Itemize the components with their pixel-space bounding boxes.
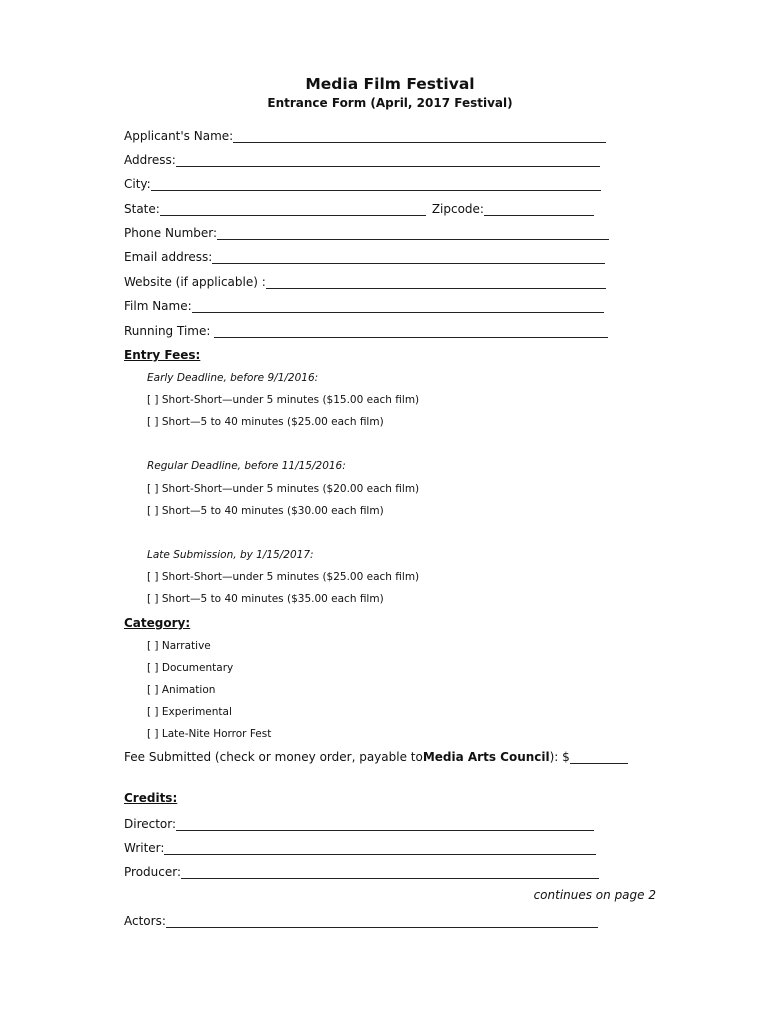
website-label: Website (if applicable) : <box>124 275 266 289</box>
producer-row <box>124 863 599 879</box>
email-field[interactable] <box>212 251 605 264</box>
address-label: Address: <box>124 153 176 167</box>
category-heading: Category: <box>124 616 191 630</box>
film-name-row <box>124 297 604 313</box>
address-row <box>124 151 600 167</box>
late-submission-label: Late Submission, by 1/15/2017: <box>147 549 314 561</box>
city-row <box>124 175 601 191</box>
regular-short-option[interactable]: [ ] Short—5 to 40 minutes ($30.00 each film) <box>147 505 384 517</box>
regular-deadline-label: Regular Deadline, before 11/15/2016: <box>147 460 346 472</box>
actors-field[interactable] <box>166 915 598 928</box>
zipcode-label: Zipcode: <box>431 202 484 216</box>
entry-fees-heading: Entry Fees: <box>124 348 201 362</box>
late-short-option[interactable]: [ ] Short—5 to 40 minutes ($35.00 each film) <box>147 593 384 605</box>
fee-payee: Media Arts Council <box>422 750 550 764</box>
continues-note: continues on page 2 <box>533 888 656 902</box>
fee-submitted-prefix: Fee Submitted (check or money order, payable to <box>124 750 423 764</box>
director-label: Director: <box>124 817 177 831</box>
category-narrative-option[interactable]: [ ] Narrative <box>147 640 211 652</box>
writer-label: Writer: <box>124 841 165 855</box>
producer-field[interactable] <box>181 866 599 879</box>
running-time-row <box>124 322 608 338</box>
category-animation-option[interactable]: [ ] Animation <box>147 684 216 696</box>
address-field[interactable] <box>176 154 600 167</box>
regular-short-short-option[interactable]: [ ] Short-Short—under 5 minutes ($20.00 each film) <box>147 483 420 495</box>
credits-heading: Credits: <box>124 791 178 805</box>
actors-label: Actors: <box>124 914 166 928</box>
email-label: Email address: <box>124 250 213 264</box>
early-deadline-label: Early Deadline, before 9/1/2016: <box>147 372 319 384</box>
early-short-short-option[interactable]: [ ] Short-Short—under 5 minutes ($15.00 each film) <box>147 394 420 406</box>
director-field[interactable] <box>176 818 594 831</box>
fee-submitted-suffix: ): $ <box>549 750 570 764</box>
director-row <box>124 815 594 831</box>
actors-row <box>124 912 598 928</box>
state-label: State: <box>124 202 160 216</box>
category-documentary-option[interactable]: [ ] Documentary <box>147 662 234 674</box>
city-field[interactable] <box>151 178 601 191</box>
email-row <box>124 248 605 264</box>
early-short-option[interactable]: [ ] Short—5 to 40 minutes ($25.00 each film) <box>147 416 384 428</box>
phone-row <box>124 224 609 240</box>
applicant-name-row <box>124 127 606 143</box>
category-experimental-option[interactable]: [ ] Experimental <box>147 706 232 718</box>
running-time-field[interactable] <box>214 325 608 338</box>
producer-label: Producer: <box>124 865 182 879</box>
phone-field[interactable] <box>217 227 609 240</box>
writer-row <box>124 839 596 855</box>
fee-submitted-row <box>124 750 628 764</box>
late-short-short-option[interactable]: [ ] Short-Short—under 5 minutes ($25.00 each film) <box>147 571 420 583</box>
writer-field[interactable] <box>164 842 596 855</box>
running-time-label: Running Time: <box>124 324 211 338</box>
applicant-name-field[interactable] <box>233 130 606 143</box>
fee-amount-field[interactable] <box>570 751 628 764</box>
film-name-label: Film Name: <box>124 299 192 313</box>
category-horror-fest-option[interactable]: [ ] Late-Nite Horror Fest <box>147 728 272 740</box>
form-subtitle: Entrance Form (April, 2017 Festival) <box>267 96 513 110</box>
applicant-name-label: Applicant's Name: <box>124 129 234 143</box>
state-field[interactable] <box>160 203 426 216</box>
state-row <box>124 200 594 216</box>
zipcode-field[interactable] <box>484 203 594 216</box>
form-title: Media Film Festival <box>305 75 475 93</box>
phone-label: Phone Number: <box>124 226 218 240</box>
film-name-field[interactable] <box>192 300 604 313</box>
website-field[interactable] <box>266 276 606 289</box>
website-row <box>124 273 606 289</box>
city-label: City: <box>124 177 151 191</box>
